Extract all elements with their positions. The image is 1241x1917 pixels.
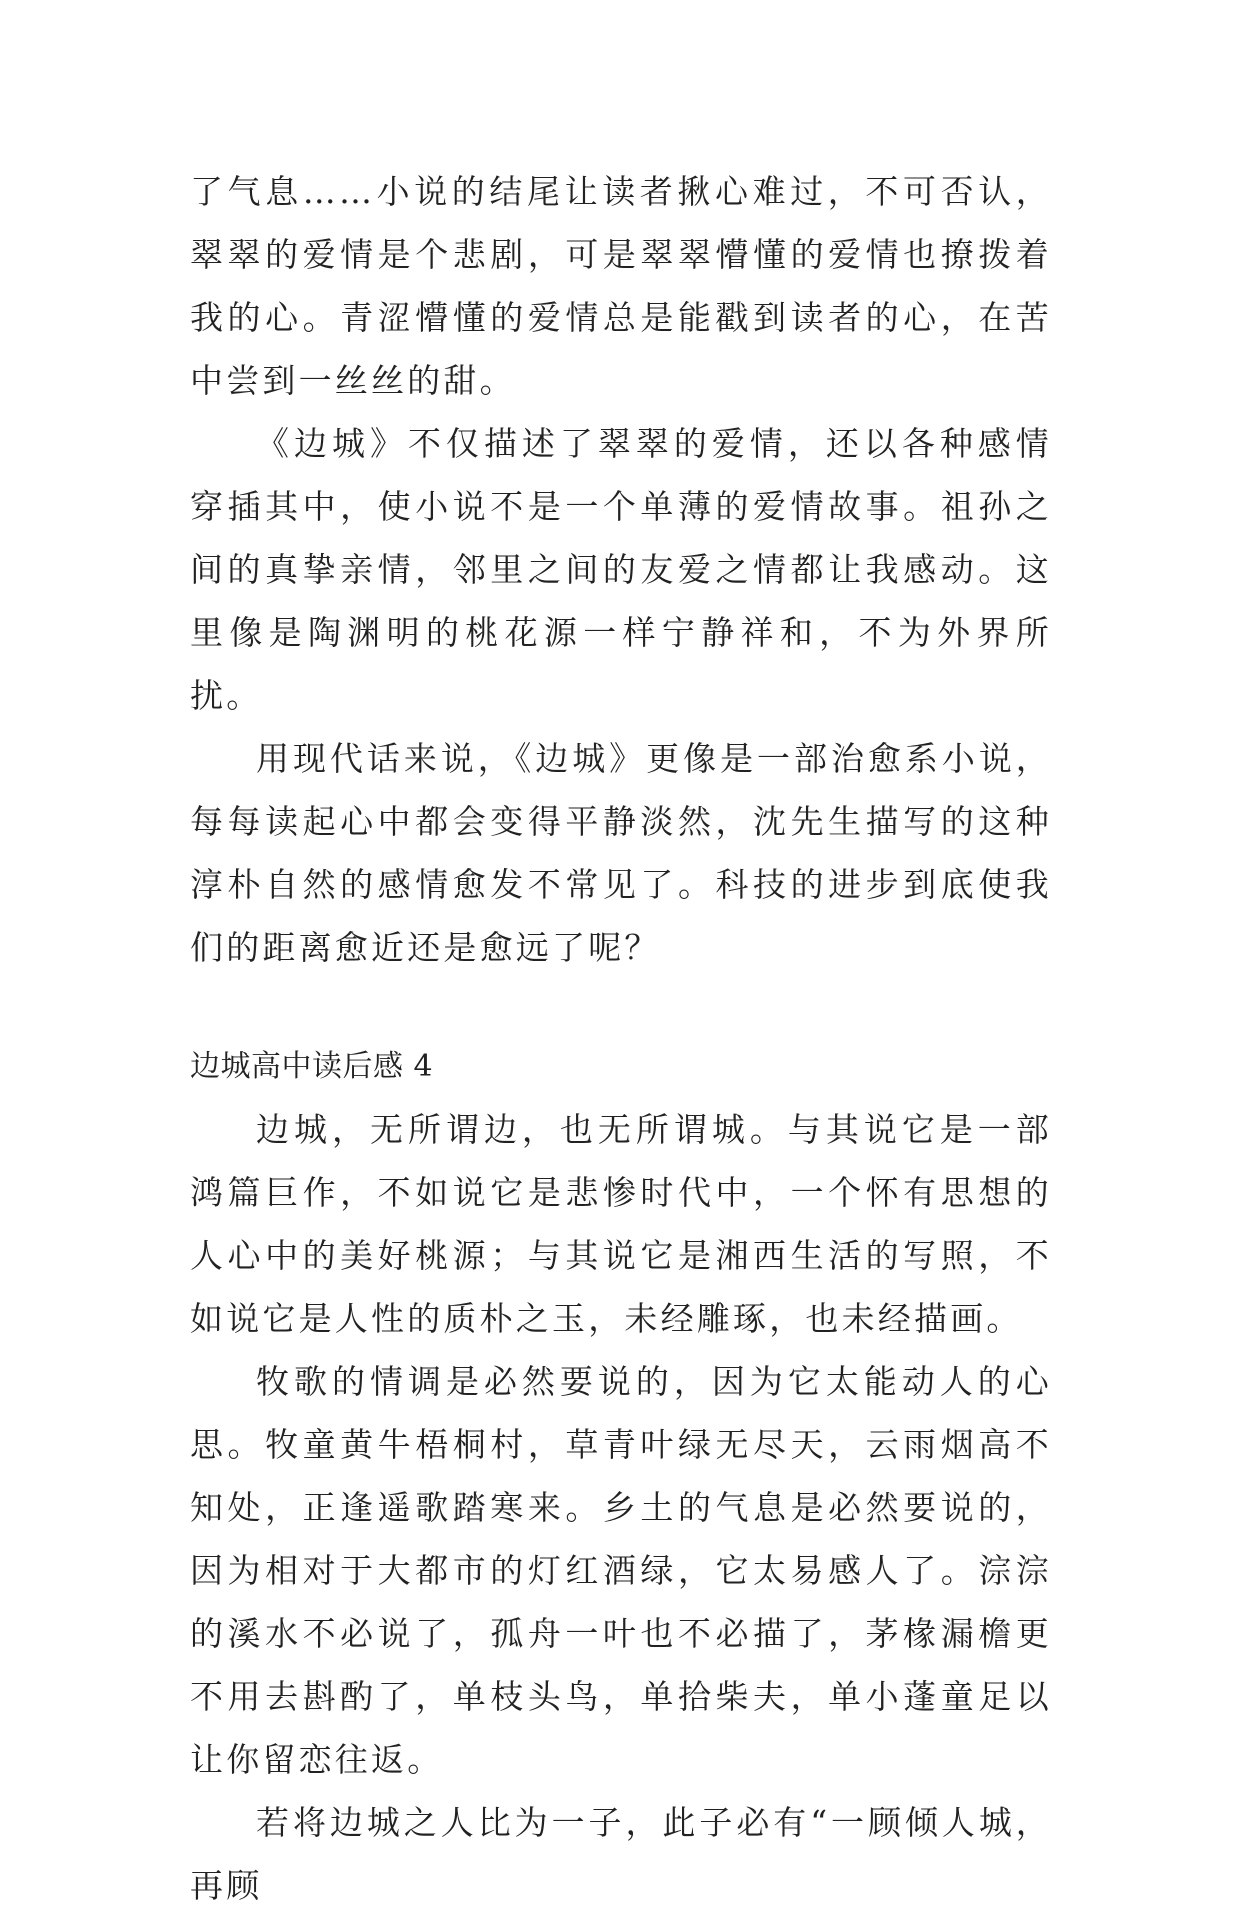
section-title: 边城高中读后感 4 xyxy=(190,1049,434,1084)
paragraph-pastoral-mood: 牧歌的情调是必然要说的，因为它太能动人的心思。牧童黄牛梧桐村，草青叶绿无尽天，云雨烟高不知处，正逢遥歌踏寒来。乡土的气息是必然要说的，因为相对于大都市的灯红酒绿，它太易感人了。淙淙的溪水不必说了，孤舟一叶也不必描了，茅椽漏檐更不用去斟酌了，单枝头鸟，单拾柴夫，单小蓬童足以让你留恋往返。 xyxy=(190,1362,1052,1779)
paragraph-border-town: 边城，无所谓边，也无所谓城。与其说它是一部鸿篇巨作，不如说它是悲惨时代中，一个怀有思想的人心中的美好桃源；与其说它是湘西生活的写照，不如说它是人性的质朴之玉，未经雕琢，也未经描画。 xyxy=(190,1110,1052,1338)
paragraph-biancheng-emotions: 《边城》不仅描述了翠翠的爱情，还以各种感情穿插其中，使小说不是一个单薄的爱情故事。祖孙之间的真挚亲情，邻里之间的友爱之情都让我感动。这里像是陶渊明的桃花源一样宁静祥和，不为外界所扰。 xyxy=(190,424,1052,715)
paragraph-metaphor: 若将边城之人比为一子，此子必有“一顾倾人城，再顾 xyxy=(190,1803,1052,1905)
paragraph-healing-novel: 用现代话来说，《边城》更像是一部治愈系小说，每每读起心中都会变得平静淡然，沈先生描写的这种淳朴自然的感情愈发不常见了。科技的进步到底使我们的距离愈近还是愈远了呢？ xyxy=(190,739,1052,967)
paragraph-continuation: 了气息……小说的结尾让读者揪心难过，不可否认，翠翠的爱情是个悲剧，可是翠翠懵懂的爱情也撩拨着我的心。青涩懵懂的爱情总是能戳到读者的心，在苦中尝到一丝丝的甜。 xyxy=(190,172,1052,400)
document-body xyxy=(190,160,1052,1917)
